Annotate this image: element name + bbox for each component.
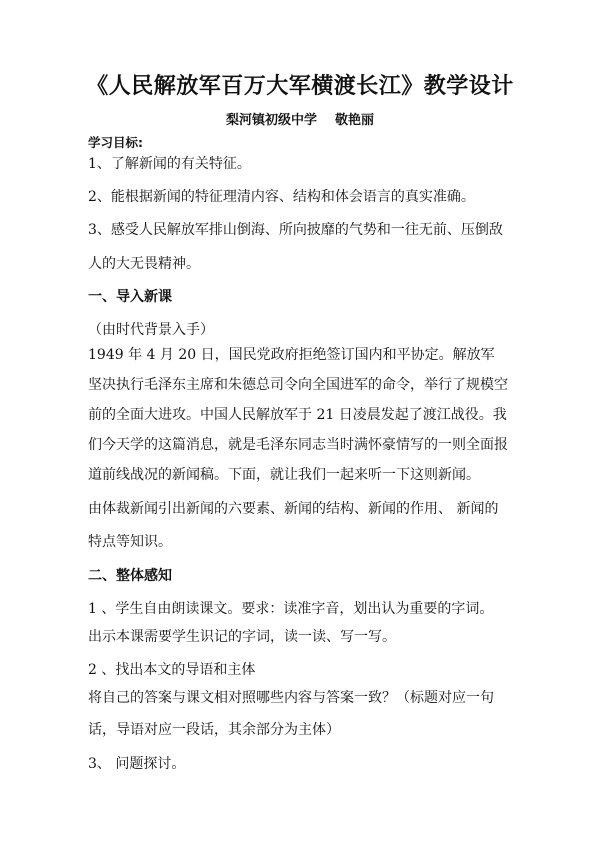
- author-line: [0, 112, 600, 130]
- objective-item: 2、能根据新闻的特征理清内容、结构和体会语言的真实准确。: [88, 189, 475, 205]
- section-note: （由时代背景入手）: [88, 322, 214, 338]
- overview-item-line: 将自己的答案与课文相对照哪些内容与答案一致？（标题对应一句: [88, 690, 494, 706]
- section-heading-overview: 二、整体感知: [88, 568, 172, 584]
- paragraph-line: 道前线战况的新闻稿。下面，就让我们一起来听一下这则新闻。: [88, 467, 480, 483]
- followup-line: 特点等知识。: [88, 534, 172, 550]
- objective-item-continuation: 人的大无畏精神。: [88, 256, 200, 272]
- overview-item-line: 话，导语对应一段话，其余部分为主体）: [88, 722, 340, 738]
- paragraph-line: 前的全面大进攻。中国人民解放军于 21 日凌晨发起了渡江战役。我: [88, 407, 507, 423]
- paragraph-line: 们今天学的这篇消息，就是毛泽东同志当时满怀豪情写的一则全面报: [88, 437, 508, 453]
- section-heading-intro: 一、导入新课: [88, 289, 172, 305]
- followup-line: 由体裁新闻引出新闻的六要素、新闻的结构、新闻的作用、 新闻的: [88, 501, 499, 517]
- objective-item: 3、感受人民解放军排山倒海、所向披靡的气势和一往无前、压倒敌: [88, 222, 503, 238]
- paragraph-line: 1949 年 4 月 20 日，国民党政府拒绝签订国内和平协定。解放军: [88, 347, 495, 363]
- overview-item-line: 1 、学生自由朗读课文。要求：读准字音，划出认为重要的字词。: [88, 601, 494, 617]
- objective-item: 1、了解新闻的有关特征。: [88, 156, 251, 172]
- objectives-heading: 学习目标:: [88, 135, 143, 150]
- author-school: 梨河镇初级中学: [225, 113, 317, 128]
- document-title: 《人民解放军百万大军横渡长江》教学设计: [86, 74, 514, 99]
- overview-item-heading: 2 、找出本文的导语和主体: [88, 662, 256, 678]
- overview-item-heading: 3、 问题探讨。: [88, 756, 186, 772]
- overview-item-line: 出示本课需要学生识记的字词，读一读、写一写。: [88, 629, 396, 645]
- author-name: 敬艳丽: [335, 113, 375, 128]
- paragraph-line: 坚决执行毛泽东主席和朱德总司令向全国进军的命令，举行了规模空: [88, 377, 508, 393]
